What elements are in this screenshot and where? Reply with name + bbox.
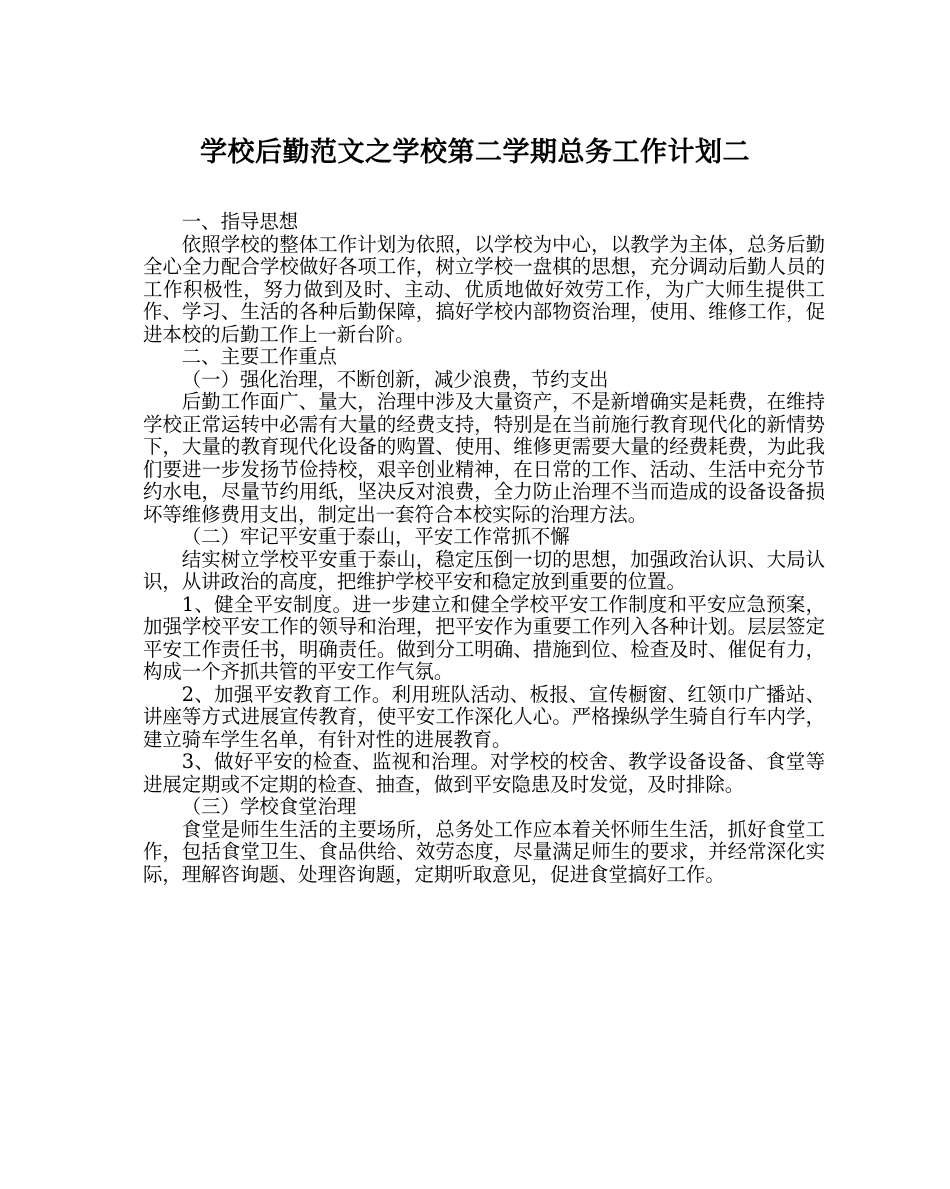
document-title: 学校后勤范文之学校第二学期总务工作计划二 (200, 137, 750, 168)
paragraph-safety-education: 2、加强平安教育工作。利用班队活动、板报、宣传橱窗、红领巾广播站、讲座等方式进展宣传教育，使平安工作深化人心。严格操纵学生骑自行车内学，建立骑车学生名单，有针对性的进展教育。 (143, 682, 825, 751)
paragraph-guiding-thought: 依照学校的整体工作计划为依照，以学校为中心，以教学为主体，总务后勤全心全力配合学校做好各项工作，树立学校一盘棋的思想，充分调动后勤人员的工作积极性，努力做到及时、主动、优质地做好效劳工作，为广大师生提供工作、学习、生活的各种后勤保障，搞好学校内部物资治理，使用、维修工作，促进本校的后勤工作上一新台阶。 (143, 232, 825, 346)
subheading-safety-first: （二）牢记平安重于泰山，平安工作常抓不懈 (181, 525, 570, 548)
paragraph-safety-first: 结实树立学校平安重于泰山，稳定压倒一切的思想，加强政治认识、大局认识，从讲政治的高度，把维护学校平安和稳定放到重要的位置。 (143, 547, 825, 593)
subheading-strengthen-management: （一）强化治理，不断创新，减少浪费，节约支出 (181, 367, 609, 391)
paragraph-safety-system: 1、健全平安制度。进一步建立和健全学校平安工作制度和平安应急预案，加强学校平安工作的领导和治理，把平安作为重要工作列入各种计划。层层签定平安工作责任书，明确责任。做到分工明确、措施到位、检查及时、催促有力，构成一个齐抓共管的平安工作气氛。 (143, 592, 825, 683)
paragraph-safety-inspection: 3、做好平安的检查、监视和治理。对学校的校舍、教学设备设备、食堂等进展定期或不定期的检查、抽查，做到平安隐患及时发觉，及时排除。 (143, 750, 825, 796)
subheading-canteen-management: （三）学校食堂治理 (181, 795, 357, 818)
heading-guiding-thought: 一、指导思想 (181, 210, 299, 233)
heading-main-work-focus: 二、主要工作重点 (181, 345, 337, 368)
paragraph-strengthen-management: 后勤工作面广、量大，治理中涉及大量资产，不是新增确实是耗费，在维持学校正常运转中必需有大量的经费支持，特别是在当前施行教育现代化的新情势下，大量的教育现代化设备的购置、使用、维修更需要大量的经费耗费，为此我们要进一步发扬节俭持校，艰辛创业精神，在日常的工作、活动、生活中充分节约水电，尽量节约用纸，坚决反对浪费，全力防止治理不当而造成的设备设备损坏等维修费用支出，制定出一套符合本校实际的治理方法。 (143, 390, 825, 526)
document-body (143, 211, 825, 886)
paragraph-canteen-management: 食堂是师生生活的主要场所，总务处工作应本着关怀师生生活，抓好食堂工作，包括食堂卫生、食品供给、效劳态度，尽量满足师生的要求，并经常深化实际，理解咨询题、处理咨询题，定期听取意见，促进食堂搞好工作。 (143, 817, 825, 886)
